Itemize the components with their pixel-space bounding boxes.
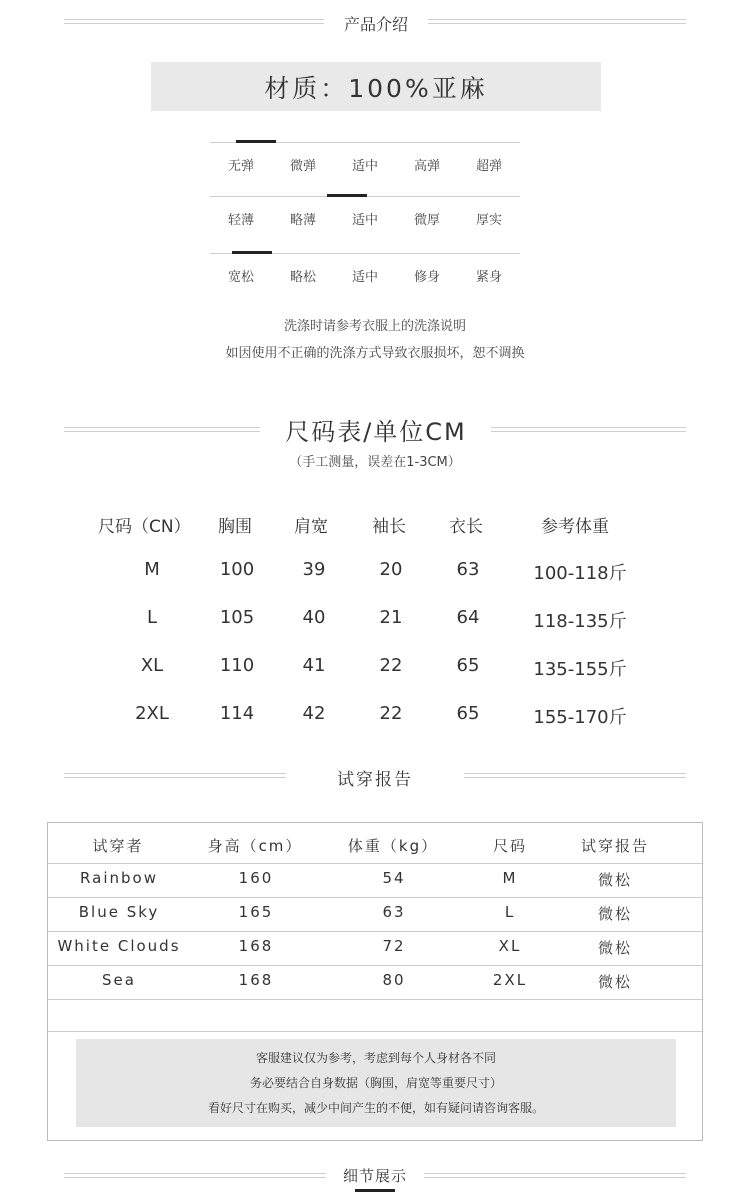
try-cell: 160 [238, 869, 274, 887]
size-cell: 2XL [135, 703, 169, 724]
size-cell: XL [140, 655, 164, 676]
size-cell: 40 [302, 607, 326, 628]
try-cell: 165 [238, 903, 274, 921]
scale-label: 略松 [289, 270, 316, 285]
divider-left [64, 1173, 326, 1178]
scale-label: 超弹 [475, 159, 502, 174]
scale-label: 宽松 [227, 270, 254, 285]
size-header: 尺码（CN） [98, 517, 191, 537]
elasticity-scale [210, 142, 520, 197]
try-header: 体重（kg） [347, 837, 439, 855]
size-cell: 63 [456, 559, 480, 580]
size-cell: L [146, 607, 158, 628]
details-title: 细节展示 [342, 1167, 407, 1185]
try-cell: Blue Sky [78, 903, 160, 921]
advice-line: 务必要结合自身数据（胸围，肩宽等重要尺寸） [249, 1076, 502, 1090]
scale-label: 厚实 [475, 213, 502, 228]
try-cell: XL [498, 937, 522, 955]
scale-label: 无弹 [227, 159, 254, 174]
try-cell: 2XL [492, 971, 528, 989]
divider-right [491, 427, 686, 432]
row-divider [48, 863, 702, 864]
try-on-title: 试穿报告 [337, 770, 413, 790]
size-cell: 64 [456, 607, 480, 628]
try-cell: 168 [238, 937, 274, 955]
row-divider [48, 897, 702, 898]
try-cell: 54 [382, 869, 406, 887]
divider-right [424, 1173, 686, 1178]
scale-label: 轻薄 [227, 213, 254, 228]
size-header: 袖长 [372, 517, 406, 537]
fit-scale [210, 253, 520, 308]
divider-right [428, 19, 686, 24]
scale-label: 适中 [351, 270, 378, 285]
size-cell: 65 [456, 703, 480, 724]
size-chart-note: （手工测量，误差在1-3CM） [289, 455, 461, 470]
scale-label: 微弹 [289, 159, 316, 174]
scale-label: 修身 [413, 270, 440, 285]
divider-left [64, 427, 260, 432]
try-cell: 微松 [597, 871, 632, 889]
advice-box [76, 1039, 676, 1127]
details-underline [355, 1189, 395, 1192]
try-cell: 63 [382, 903, 406, 921]
scale-label: 微厚 [413, 213, 440, 228]
washing-note-1: 洗涤时请参考衣服上的洗涤说明 [283, 319, 466, 334]
try-cell: 80 [382, 971, 406, 989]
scale-label: 适中 [351, 159, 378, 174]
size-cell: 105 [219, 607, 255, 628]
advice-line: 看好尺寸在购买，减少中间产生的不便，如有疑问请咨询客服。 [207, 1101, 544, 1115]
size-header: 肩宽 [294, 517, 328, 537]
size-cell: M [144, 559, 160, 580]
material-label: 材质：100%亚麻 [264, 73, 488, 103]
divider-left [64, 19, 324, 24]
scale-marker [232, 251, 272, 254]
scale-marker [327, 194, 367, 197]
size-cell: 41 [302, 655, 326, 676]
row-divider [48, 931, 702, 932]
divider-right [464, 773, 686, 778]
size-cell: 135-155斤 [533, 659, 627, 680]
material-banner [151, 62, 601, 111]
try-cell: 72 [382, 937, 406, 955]
size-cell: 114 [219, 703, 255, 724]
size-cell: 22 [379, 703, 403, 724]
thickness-scale [210, 196, 520, 251]
scale-label: 高弹 [413, 159, 440, 174]
row-divider [48, 965, 702, 966]
divider-left [64, 773, 286, 778]
size-header: 参考体重 [541, 517, 609, 537]
scale-label: 紧身 [475, 270, 502, 285]
try-cell: 微松 [597, 905, 632, 923]
size-cell: 155-170斤 [533, 707, 627, 728]
row-divider [48, 999, 702, 1000]
try-cell: White Clouds [57, 937, 181, 955]
size-cell: 100-118斤 [533, 563, 627, 584]
scale-marker [236, 140, 276, 143]
size-header: 胸围 [218, 517, 252, 537]
size-cell: 65 [456, 655, 480, 676]
washing-note-2: 如因使用不正确的洗涤方式导致衣服损坏，恕不调换 [225, 346, 525, 361]
try-cell: L [504, 903, 516, 921]
size-cell: 22 [379, 655, 403, 676]
try-cell: Sea [102, 971, 136, 989]
size-cell: 100 [219, 559, 255, 580]
scale-label: 适中 [351, 213, 378, 228]
try-cell: 微松 [597, 939, 632, 957]
try-cell: M [502, 869, 518, 887]
size-cell: 42 [302, 703, 326, 724]
try-header: 尺码 [492, 837, 527, 855]
row-divider [48, 1031, 702, 1032]
size-cell: 21 [379, 607, 403, 628]
size-header: 衣长 [449, 517, 483, 537]
size-cell: 39 [302, 559, 326, 580]
size-chart-title: 尺码表/单位CM [285, 418, 467, 446]
advice-line: 客服建议仅为参考，考虑到每个人身材各不同 [255, 1051, 496, 1065]
size-cell: 110 [219, 655, 255, 676]
scale-label: 略薄 [289, 213, 316, 228]
size-cell: 20 [379, 559, 403, 580]
try-header: 试穿报告 [580, 837, 649, 855]
try-cell: Rainbow [80, 869, 158, 887]
try-cell: 微松 [597, 973, 632, 991]
try-header: 身高（cm） [207, 837, 303, 855]
try-header: 试穿者 [92, 837, 144, 855]
product-intro-title: 产品介绍 [343, 15, 408, 34]
try-cell: 168 [238, 971, 274, 989]
size-cell: 118-135斤 [533, 611, 627, 632]
